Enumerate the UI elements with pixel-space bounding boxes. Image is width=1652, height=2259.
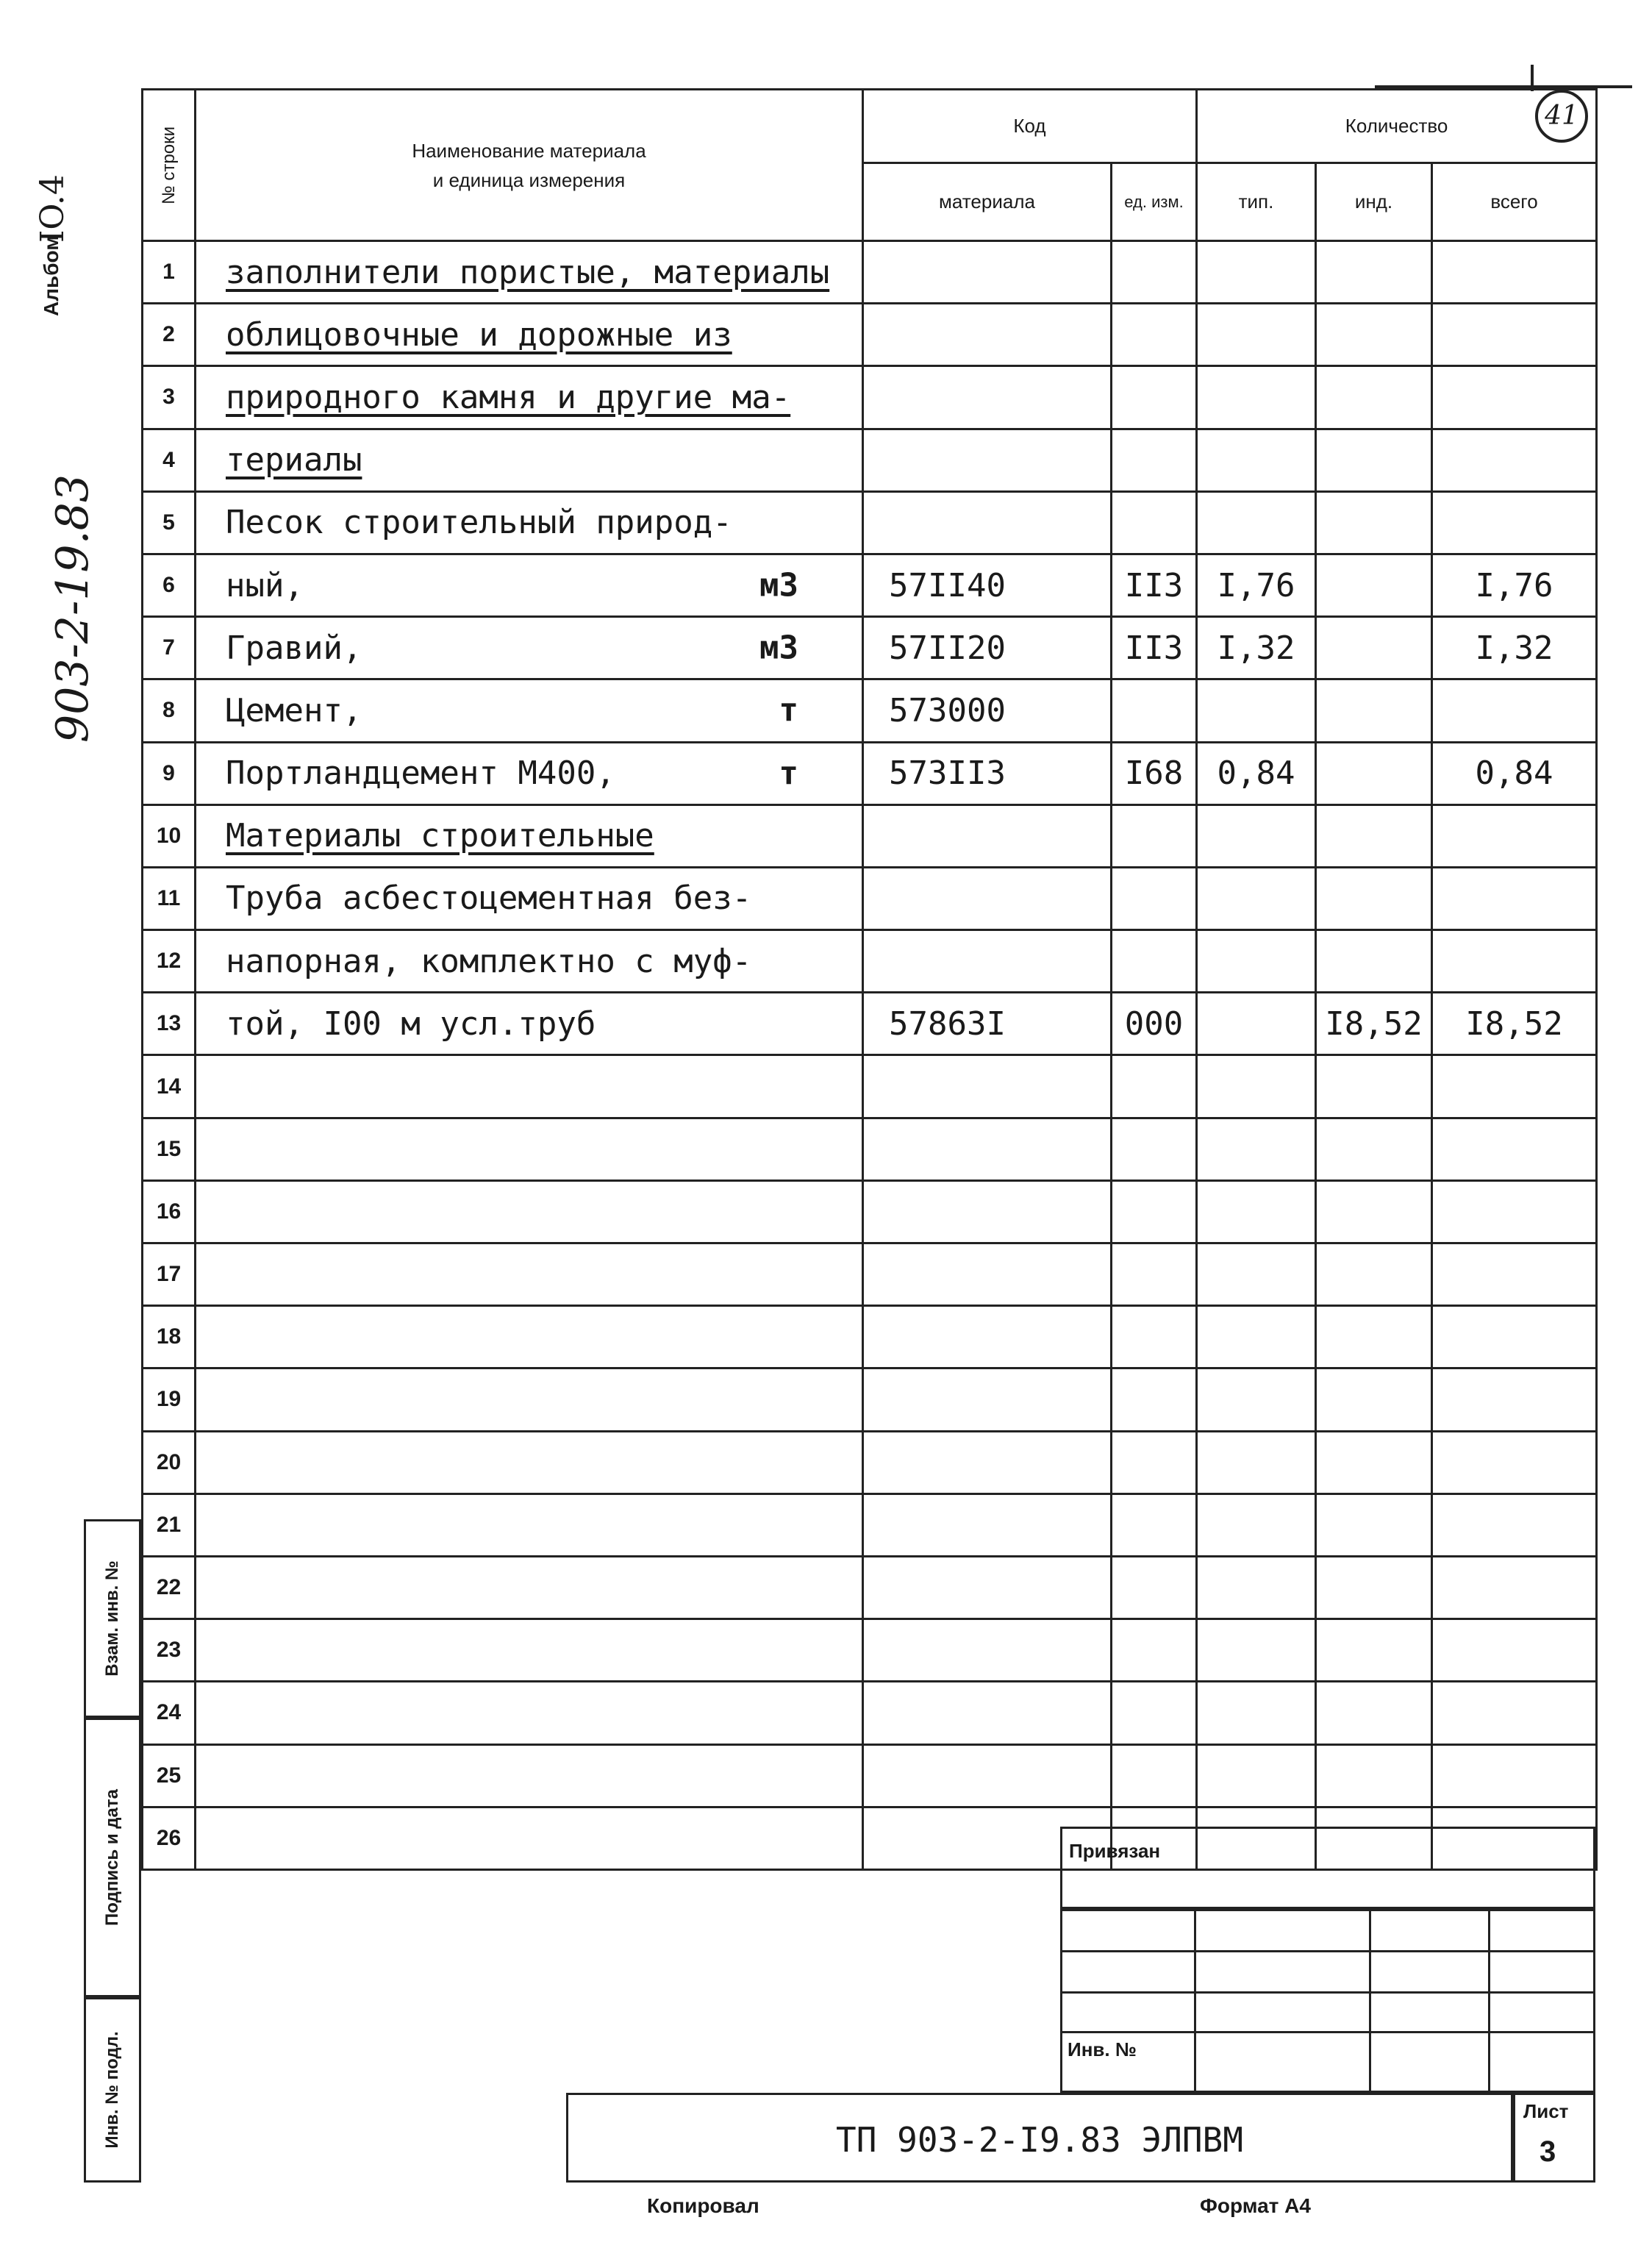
material-code: 573II3 (863, 742, 1112, 804)
qty-typical (1197, 304, 1316, 366)
unit-code (1112, 1682, 1197, 1744)
qty-individual (1316, 1493, 1432, 1556)
stamp-vzam-inv: Взам. инв. № (84, 1519, 141, 1718)
material-spec-table (141, 88, 1598, 1871)
header-material-name: Наименование материала и единица измерения (196, 90, 863, 241)
unit-code (1112, 804, 1197, 867)
qty-individual (1316, 804, 1432, 867)
table-row (143, 1243, 1597, 1306)
row-number: 22 (143, 1556, 196, 1619)
row-number: 12 (143, 930, 196, 993)
row-number: 23 (143, 1619, 196, 1682)
qty-typical (1197, 1306, 1316, 1368)
row-number: 20 (143, 1431, 196, 1493)
footer-format: Формат А4 (1200, 2194, 1311, 2217)
unit-code (1112, 241, 1197, 304)
qty-total (1432, 304, 1597, 366)
qty-typical (1197, 993, 1316, 1055)
qty-individual (1316, 742, 1432, 804)
material-code (863, 1118, 1112, 1180)
qty-individual (1316, 1055, 1432, 1118)
document-designation: ТП 903-2-I9.83 ЭЛПВМ (836, 2120, 1243, 2160)
qty-typical (1197, 429, 1316, 491)
sheet-mark-circle: 41 (1535, 90, 1588, 143)
material-name (196, 1556, 863, 1619)
material-name-text: ный, (226, 566, 304, 604)
album-value: IO.4 (34, 174, 71, 243)
qty-individual (1316, 429, 1432, 491)
material-name-text: той, I00 м усл.труб (226, 1004, 596, 1043)
unit-code (1112, 1180, 1197, 1243)
material-name-text: Гравий, (226, 629, 362, 667)
qty-total (1432, 1556, 1597, 1619)
material-unit: т (779, 691, 798, 729)
qty-total (1432, 1431, 1597, 1493)
material-code (863, 491, 1112, 554)
row-number: 16 (143, 1180, 196, 1243)
material-name (196, 554, 863, 616)
qty-total: I8,52 (1432, 993, 1597, 1055)
row-number: 1 (143, 241, 196, 304)
qty-typical (1197, 491, 1316, 554)
qty-typical (1197, 867, 1316, 929)
qty-individual (1316, 554, 1432, 616)
material-code (863, 1431, 1112, 1493)
header-code-unit: ед. изм. (1112, 163, 1197, 241)
material-name (196, 1243, 863, 1306)
qty-individual (1316, 1118, 1432, 1180)
material-name-text: Портландцемент М400, (226, 754, 615, 793)
qty-individual (1316, 1368, 1432, 1431)
table-row (143, 429, 1597, 491)
qty-total (1432, 491, 1597, 554)
table-row (143, 1682, 1597, 1744)
material-name (196, 679, 863, 742)
table-row (143, 1118, 1597, 1180)
qty-individual (1316, 491, 1432, 554)
row-number: 7 (143, 617, 196, 679)
sheet-number: 3 (1540, 2135, 1556, 2168)
unit-code (1112, 1556, 1197, 1619)
material-name (196, 1180, 863, 1243)
unit-code (1112, 1055, 1197, 1118)
qty-typical (1197, 241, 1316, 304)
qty-individual (1316, 366, 1432, 429)
table-row (143, 366, 1597, 429)
material-name (196, 491, 863, 554)
row-number: 9 (143, 742, 196, 804)
qty-typical (1197, 1243, 1316, 1306)
header-qty-typical: тип. (1197, 163, 1316, 241)
row-number: 2 (143, 304, 196, 366)
material-name (196, 617, 863, 679)
table-row (143, 1744, 1597, 1807)
qty-typical (1197, 1368, 1316, 1431)
material-code (863, 1744, 1112, 1807)
qty-total (1432, 1243, 1597, 1306)
material-code (863, 241, 1112, 304)
unit-code: I68 (1112, 742, 1197, 804)
material-unit: м3 (759, 566, 798, 604)
linked-box (1060, 1827, 1595, 1909)
material-name-text: Труба асбестоцементная без- (226, 879, 752, 918)
qty-typical (1197, 366, 1316, 429)
qty-typical (1197, 930, 1316, 993)
material-code: 57863I (863, 993, 1112, 1055)
material-code (863, 1493, 1112, 1556)
qty-typical (1197, 1431, 1316, 1493)
material-unit: т (779, 754, 798, 793)
material-code (863, 1556, 1112, 1619)
material-name-text: Песок строительный природ- (226, 504, 732, 542)
footer-copied: Копировал (647, 2194, 759, 2217)
qty-total (1432, 1055, 1597, 1118)
sheet-label: Лист (1523, 2100, 1569, 2122)
qty-total (1432, 241, 1597, 304)
qty-total (1432, 366, 1597, 429)
qty-individual (1316, 241, 1432, 304)
qty-total (1432, 1493, 1597, 1556)
table-row (143, 1556, 1597, 1619)
unit-code (1112, 1431, 1197, 1493)
material-code (863, 867, 1112, 929)
material-name (196, 993, 863, 1055)
qty-individual: I8,52 (1316, 993, 1432, 1055)
material-name (196, 1118, 863, 1180)
header-quantity-group: Количество (1197, 90, 1597, 163)
qty-total: I,76 (1432, 554, 1597, 616)
row-number: 11 (143, 867, 196, 929)
table-row (143, 930, 1597, 993)
qty-typical (1197, 1556, 1316, 1619)
material-name (196, 867, 863, 929)
material-name (196, 1306, 863, 1368)
material-name (196, 304, 863, 366)
material-unit: м3 (759, 629, 798, 667)
material-name (196, 1744, 863, 1807)
qty-individual (1316, 679, 1432, 742)
table-row (143, 1180, 1597, 1243)
qty-total (1432, 679, 1597, 742)
row-number: 15 (143, 1118, 196, 1180)
row-number: 3 (143, 366, 196, 429)
qty-total (1432, 1682, 1597, 1744)
row-number: 19 (143, 1368, 196, 1431)
table-row (143, 554, 1597, 616)
material-code (863, 930, 1112, 993)
unit-code (1112, 930, 1197, 993)
row-number: 5 (143, 491, 196, 554)
unit-code (1112, 491, 1197, 554)
qty-total (1432, 930, 1597, 993)
qty-typical (1197, 804, 1316, 867)
linked-label: Привязан (1069, 1840, 1161, 1862)
qty-total (1432, 429, 1597, 491)
frame-corner-tick (1531, 65, 1534, 91)
unit-code (1112, 1368, 1197, 1431)
qty-typical (1197, 1493, 1316, 1556)
unit-code: II3 (1112, 617, 1197, 679)
unit-code (1112, 1306, 1197, 1368)
material-name-text: напорная, комплектно с муф- (226, 942, 752, 980)
header-qty-total: всего (1432, 163, 1597, 241)
album-label: Альбом (40, 235, 62, 316)
material-name (196, 1807, 863, 1869)
unit-code (1112, 366, 1197, 429)
qty-individual (1316, 930, 1432, 993)
unit-code (1112, 1243, 1197, 1306)
row-number: 24 (143, 1682, 196, 1744)
material-name (196, 1493, 863, 1556)
material-code (863, 1368, 1112, 1431)
material-name (196, 742, 863, 804)
material-code: 57II40 (863, 554, 1112, 616)
qty-total (1432, 804, 1597, 867)
qty-total (1432, 1118, 1597, 1180)
qty-individual (1316, 1556, 1432, 1619)
material-code (863, 1682, 1112, 1744)
material-name (196, 1368, 863, 1431)
qty-total (1432, 867, 1597, 929)
material-name (196, 1431, 863, 1493)
table-row (143, 679, 1597, 742)
row-number: 10 (143, 804, 196, 867)
qty-typical: I,76 (1197, 554, 1316, 616)
material-name (196, 1682, 863, 1744)
qty-individual (1316, 1744, 1432, 1807)
qty-individual (1316, 1180, 1432, 1243)
row-number: 4 (143, 429, 196, 491)
material-code (863, 1180, 1112, 1243)
qty-total (1432, 1744, 1597, 1807)
material-name (196, 804, 863, 867)
qty-individual (1316, 304, 1432, 366)
table-row (143, 993, 1597, 1055)
row-number: 6 (143, 554, 196, 616)
table-row (143, 1368, 1597, 1431)
qty-total: I,32 (1432, 617, 1597, 679)
material-name (196, 366, 863, 429)
table-row (143, 867, 1597, 929)
header-code-material: материала (863, 163, 1112, 241)
qty-typical (1197, 1744, 1316, 1807)
inv-label: Инв. № (1068, 2038, 1137, 2060)
unit-code (1112, 1744, 1197, 1807)
material-code: 573000 (863, 679, 1112, 742)
qty-total (1432, 1180, 1597, 1243)
table-row (143, 304, 1597, 366)
table-row (143, 1619, 1597, 1682)
material-name (196, 1055, 863, 1118)
material-code (863, 304, 1112, 366)
material-name-text: природного камня и другие ма- (226, 378, 791, 416)
approval-grid (1060, 1909, 1595, 2093)
unit-code: II3 (1112, 554, 1197, 616)
material-name-text: териалы (226, 441, 362, 479)
qty-typical (1197, 1180, 1316, 1243)
stamp-signature-date: Подпись и дата (84, 1718, 141, 1997)
table-row (143, 1055, 1597, 1118)
row-number: 21 (143, 1493, 196, 1556)
material-code (863, 804, 1112, 867)
material-code (863, 1306, 1112, 1368)
row-number: 17 (143, 1243, 196, 1306)
qty-total (1432, 1368, 1597, 1431)
qty-individual (1316, 617, 1432, 679)
material-name-text: облицовочные и дорожные из (226, 315, 732, 354)
row-number: 8 (143, 679, 196, 742)
qty-individual (1316, 1306, 1432, 1368)
qty-individual (1316, 1682, 1432, 1744)
header-row-number: № строки (143, 90, 196, 241)
material-code (863, 1055, 1112, 1118)
unit-code (1112, 429, 1197, 491)
qty-typical: 0,84 (1197, 742, 1316, 804)
material-name (196, 429, 863, 491)
material-name (196, 241, 863, 304)
qty-individual (1316, 1431, 1432, 1493)
qty-typical (1197, 1118, 1316, 1180)
table-row (143, 804, 1597, 867)
material-code (863, 429, 1112, 491)
material-name-text: Материалы строительные (226, 817, 654, 855)
row-number: 25 (143, 1744, 196, 1807)
header-qty-individual: инд. (1316, 163, 1432, 241)
qty-individual (1316, 867, 1432, 929)
header-code-group: Код (863, 90, 1197, 163)
unit-code (1112, 304, 1197, 366)
qty-total (1432, 1306, 1597, 1368)
qty-total: 0,84 (1432, 742, 1597, 804)
material-code (863, 1619, 1112, 1682)
handwritten-project-number: 903-2-19.83 (47, 474, 99, 743)
unit-code (1112, 1118, 1197, 1180)
material-name-text: Цемент, (226, 691, 362, 729)
table-row (143, 742, 1597, 804)
table-row (143, 491, 1597, 554)
unit-code (1112, 679, 1197, 742)
unit-code: 000 (1112, 993, 1197, 1055)
qty-typical: I,32 (1197, 617, 1316, 679)
qty-typical (1197, 679, 1316, 742)
row-number: 18 (143, 1306, 196, 1368)
row-number: 13 (143, 993, 196, 1055)
table-row (143, 241, 1597, 304)
qty-individual (1316, 1619, 1432, 1682)
stamp-inv-original: Инв. № подл. (84, 1997, 141, 2183)
table-row (143, 617, 1597, 679)
material-code: 57II20 (863, 617, 1112, 679)
unit-code (1112, 1619, 1197, 1682)
table-row (143, 1306, 1597, 1368)
qty-individual (1316, 1243, 1432, 1306)
table-row (143, 1493, 1597, 1556)
material-name (196, 1619, 863, 1682)
qty-total (1432, 1619, 1597, 1682)
qty-typical (1197, 1055, 1316, 1118)
qty-typical (1197, 1682, 1316, 1744)
title-designation-box (566, 2093, 1513, 2183)
row-number: 26 (143, 1807, 196, 1869)
material-name-text: заполнители пористые, материалы (226, 253, 830, 291)
material-name (196, 930, 863, 993)
unit-code (1112, 1493, 1197, 1556)
row-number: 14 (143, 1055, 196, 1118)
table-row (143, 1431, 1597, 1493)
unit-code (1112, 867, 1197, 929)
material-code (863, 1243, 1112, 1306)
qty-typical (1197, 1619, 1316, 1682)
material-code (863, 366, 1112, 429)
